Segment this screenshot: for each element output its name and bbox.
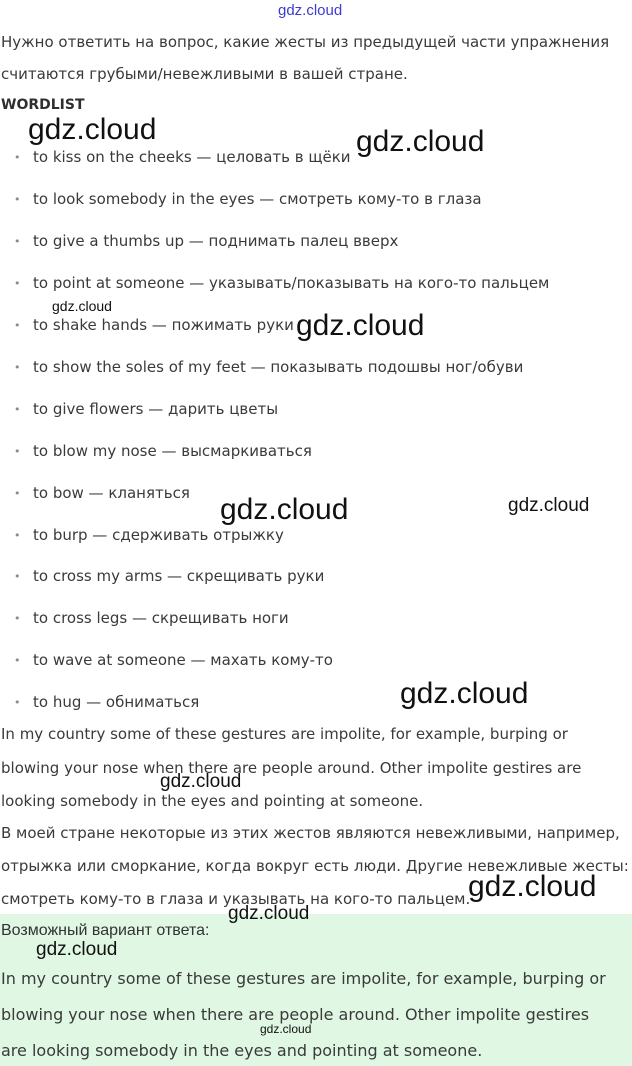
bullet-icon: • [14,151,21,164]
watermark: gdz.cloud [160,771,242,792]
watermark: gdz.cloud [260,1022,312,1036]
bullet-icon: • [14,529,21,542]
list-item: to point at someone — указывать/показывать на кого-то пальцем [33,274,550,292]
list-item: to wave at someone — махать кому-то [33,651,333,669]
bullet-icon: • [14,277,21,290]
watermark: gdz.cloud [52,298,112,314]
russian-line-3: смотреть кому-то в глаза и указывать на кого-то пальцем. [1,890,471,908]
watermark: gdz.cloud [36,939,118,960]
watermark: gdz.cloud [508,495,590,516]
watermark: gdz.cloud [28,113,157,146]
intro-line-2: считаются грубыми/невежливыми в вашей стране. [1,65,408,83]
english-line-3: looking somebody in the eyes and pointing at someone. [1,792,424,810]
intro-line-1: Нужно ответить на вопрос, какие жесты из предыдущей части упражнения [1,33,610,51]
watermark: gdz.cloud [220,493,349,526]
possible-answer-line-1: In my country some of these gestures are impolite, for example, burping or [1,969,606,988]
bullet-icon: • [14,654,21,667]
watermark: gdz.cloud [356,125,485,158]
list-item: to cross my arms — скрещивать руки [33,567,325,585]
bullet-icon: • [14,487,21,500]
list-item: to show the soles of my feet — показывать подошвы ног/обуви [33,358,524,376]
list-item: to kiss on the cheeks — целовать в щёки [33,148,351,166]
bullet-icon: • [14,319,21,332]
watermark: gdz.cloud [296,309,425,342]
watermark-top[interactable]: gdz.cloud [278,2,343,19]
list-item: to bow — кланяться [33,484,190,502]
bullet-icon: • [14,696,21,709]
bullet-icon: • [14,570,21,583]
english-line-2: blowing your nose when there are people around. Other impolite gestires are [1,759,582,777]
bullet-icon: • [14,612,21,625]
bullet-icon: • [14,235,21,248]
english-line-1: In my country some of these gestures are impolite, for example, burping or [1,725,568,743]
russian-line-1: В моей стране некоторые из этих жестов являются невежливыми, например, [1,824,620,842]
watermark: gdz.cloud [400,677,529,710]
list-item: to hug — обниматься [33,693,200,711]
list-item: to burp — сдерживать отрыжку [33,526,284,544]
possible-answer-label: Возможный вариант ответа: [1,922,210,939]
list-item: to give flowers — дарить цветы [33,400,279,418]
possible-answer-line-3: are looking somebody in the eyes and pointing at someone. [1,1041,483,1060]
watermark: gdz.cloud [228,903,310,924]
list-item: to look somebody in the eyes — смотреть кому-то в глаза [33,190,482,208]
list-item: to give a thumbs up — поднимать палец вверх [33,232,399,250]
list-item: to cross legs — скрещивать ноги [33,609,289,627]
list-item: to blow my nose — высмаркиваться [33,442,312,460]
watermark: gdz.cloud [468,870,597,903]
wordlist-title: WORDLIST [1,97,85,113]
russian-line-2: отрыжка или сморкание, когда вокруг есть люди. Другие невежливые жесты: [1,857,629,875]
bullet-icon: • [14,193,21,206]
list-item: to shake hands — пожимать руки [33,316,294,334]
bullet-icon: • [14,445,21,458]
bullet-icon: • [14,361,21,374]
possible-answer-line-2: blowing your nose when there are people around. Other impolite gestires [1,1005,590,1024]
bullet-icon: • [14,403,21,416]
